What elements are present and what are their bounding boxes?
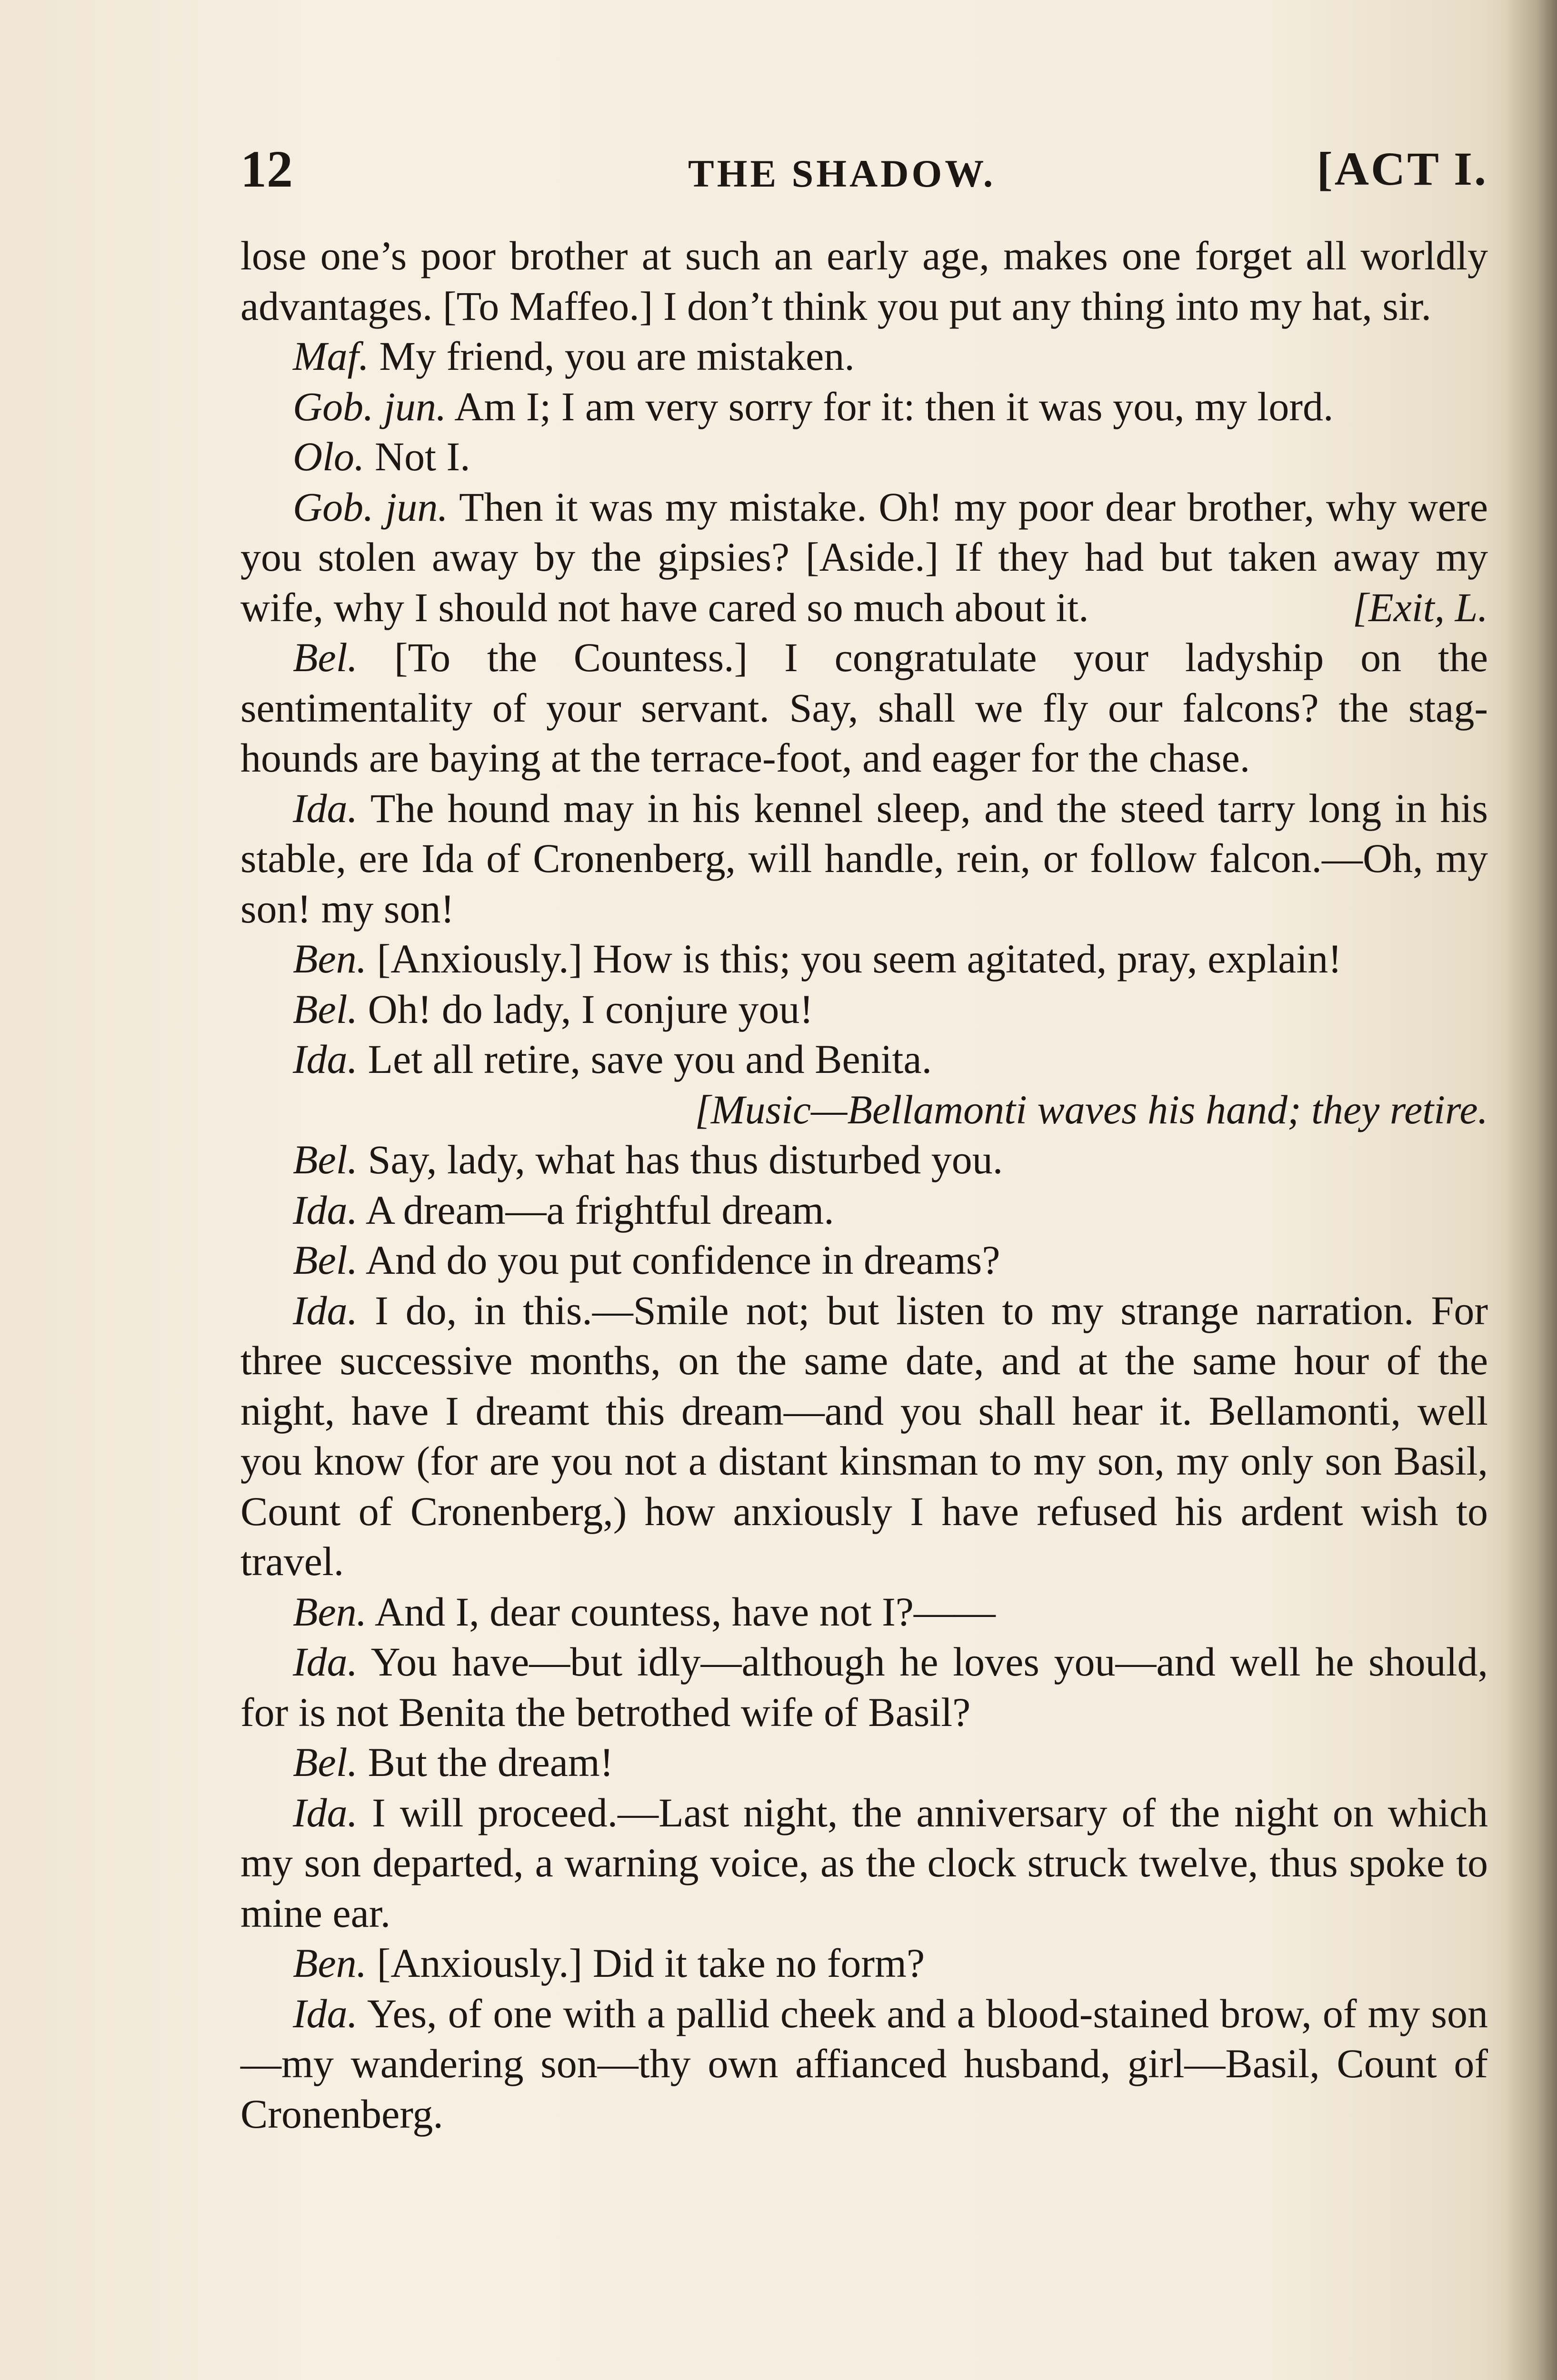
speaker-name: Ida. (293, 1639, 358, 1685)
speaker-name: Ida. (293, 785, 358, 831)
act-marker: [ACT I. (1317, 142, 1488, 195)
speech (240, 1989, 1488, 2140)
speech (240, 633, 1488, 783)
speaker-name: Ben. (293, 1940, 367, 1986)
speaker-name: Ben. (293, 936, 367, 982)
speaker-name: Bel. (293, 635, 358, 680)
speech (240, 1034, 1488, 1085)
speech-text: [To the Countess.] I congratulate your ladyship on the sentimentality of your servant. Say, shall we fly our falcons? the stag-hounds are baying at the terrace-foot, and eager for the chase. (240, 635, 1488, 781)
speaker-name: Ida. (293, 1036, 358, 1082)
exit-direction: [Exit, L. (1352, 584, 1488, 630)
speaker-name: Bel. (293, 1739, 358, 1785)
speaker-name: Olo. (293, 434, 365, 479)
speaker-name: Bel. (293, 1237, 358, 1283)
speech (240, 1938, 1488, 1989)
page-number: 12 (240, 140, 293, 198)
speech (240, 783, 1488, 934)
speech-text: I do, in this.—Smile not; but listen to my strange narration. For three successive months, on the same date, and at the same hour of the night, have I dreamt this dream—and you shall hear it. Bellamonti, well you know (for are you not a distant kinsman to my son, my only son Basil, Count of Cronenberg,) how anxiously I have refused his ardent wish to travel. (240, 1287, 1488, 1584)
speech-text: Then it was my mistake. Oh! my poor dear brother, why were you stolen away by the gipsies? [Aside.] If they had but taken away my wife, why I should not have cared so much about it. (240, 484, 1488, 630)
speech (240, 934, 1488, 984)
speech (240, 1637, 1488, 1737)
speaker-name: Bel. (293, 1137, 358, 1182)
speech (240, 382, 1488, 432)
speech (240, 1185, 1488, 1236)
speech (240, 1286, 1488, 1587)
speaker-name: Ida. (293, 1789, 358, 1835)
speech (240, 1788, 1488, 1939)
running-header (240, 133, 1488, 205)
paragraph-text: lose one’s poor brother at such an early age, makes one forget all worldly advantages. [To Maffeo.] I don’t think you put any thing into my hat, sir. (240, 233, 1488, 329)
speech-text: Let all retire, save you and Benita. (368, 1036, 932, 1082)
speech-text: And do you put confidence in dreams? (365, 1237, 1000, 1283)
speech-text: My friend, you are mistaken. (379, 333, 855, 379)
speaker-name: Ida. (293, 1990, 358, 2036)
speech-text: The hound may in his kennel sleep, and the steed tarry long in his stable, ere Ida of Cronenberg, will handle, rein, or follow falcon.—Oh, my son! my son! (240, 785, 1488, 932)
paragraph (240, 231, 1488, 331)
speech (240, 1737, 1488, 1788)
speaker-name: Ben. (293, 1588, 367, 1635)
speech-text: Am I; I am very sorry for it: then it was you, my lord. (454, 383, 1334, 429)
speaker-name: Maf. (293, 333, 369, 379)
speaker-name: Bel. (293, 986, 358, 1032)
running-title: THE SHADOW. (688, 152, 996, 195)
speech-text: [Anxiously.] How is this; you seem agitated, pray, explain! (377, 936, 1342, 982)
speaker-name: Ida. (293, 1287, 358, 1333)
speech-text: And I, dear countess, have not I?—— (374, 1588, 996, 1635)
play-text (240, 231, 1488, 2139)
speech (240, 1587, 1488, 1637)
stage-direction: [Music—Bellamonti waves his hand; they retire. (695, 1086, 1488, 1132)
speech (240, 1235, 1488, 1286)
speech (240, 482, 1488, 633)
speech-text: Oh! do lady, I conjure you! (368, 986, 813, 1032)
speech (240, 984, 1488, 1035)
speech-text: You have—but idly—although he loves you—and well he should, for is not Benita the betrothed wife of Basil? (240, 1639, 1488, 1735)
speech (240, 432, 1488, 482)
speech-text: Not I. (375, 434, 470, 479)
speech-text: Yes, of one with a pallid cheek and a blood-stained brow, of my son—my wandering son—thy own affianced husband, girl—Basil, Count of Cronenberg. (240, 1990, 1488, 2137)
gutter-shadow (1505, 0, 1557, 2380)
speech (240, 331, 1488, 382)
speaker-name: Gob. jun. (293, 484, 448, 530)
speech-text: A dream—a frightful dream. (365, 1187, 834, 1233)
speaker-name: Ida. (293, 1187, 358, 1233)
speech-text: [Anxiously.] Did it take no form? (377, 1940, 925, 1986)
speech-text: I will proceed.—Last night, the anniversary of the night on which my son departed, a warning voice, as the clock struck twelve, thus spoke to mine ear. (240, 1789, 1488, 1936)
speech (240, 1135, 1488, 1185)
speech-text: Say, lady, what has thus disturbed you. (368, 1137, 1003, 1182)
speaker-name: Gob. jun. (293, 383, 447, 429)
speech-text: But the dream! (368, 1739, 614, 1785)
